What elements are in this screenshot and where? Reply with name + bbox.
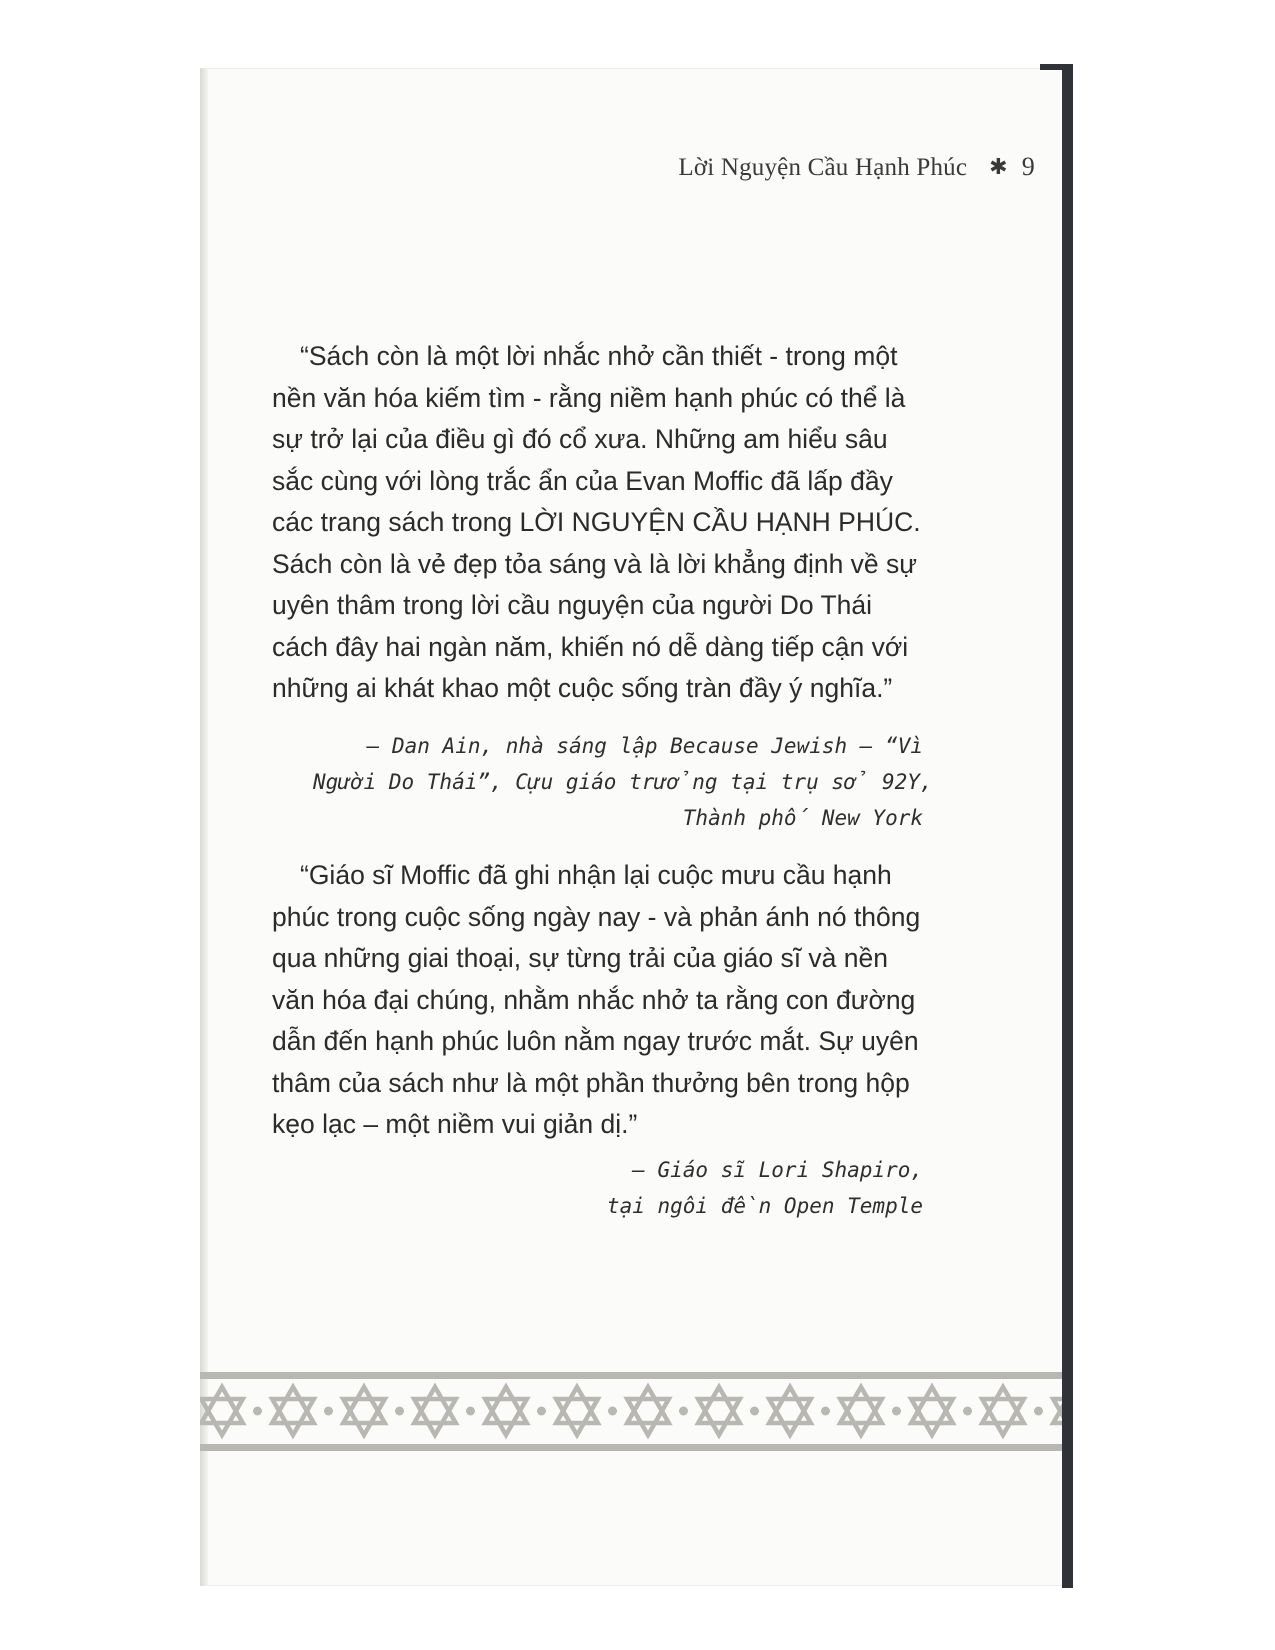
testimonial-quote xyxy=(272,336,922,710)
quote-attribution xyxy=(313,728,933,836)
star-of-david-icon xyxy=(556,1387,598,1435)
quote-attribution xyxy=(423,1152,923,1224)
star-of-david-icon xyxy=(1053,1387,1062,1435)
star-of-david-icon xyxy=(911,1387,953,1435)
dot-icon xyxy=(679,1407,688,1416)
star-of-david-icon xyxy=(272,1387,314,1435)
star-of-david-icon xyxy=(201,1387,243,1435)
page-gutter-shadow xyxy=(200,68,208,1586)
quote-text: “Sách còn là một lời nhắc nhở cần thiết - trong một nền văn hóa kiếm tìm - rằng niềm hạnh phúc có thể là sự trở lại của điều gì đó cổ xưa. Những am hiểu sâu sắc cùng với lòng trắc ẩn của Evan Moffic đã lấp đầy các trang sách trong LỜI NGUYỆN CẦU HẠNH PHÚC. Sách còn là vẻ đẹp tỏa sáng và là lời khẳng định về sự uyên thâm trong lời cầu nguyện của người Do Thái cách đây hai ngàn năm, khiến nó dễ dàng tiếp cận với những ai khát khao một cuộc sống tràn đầy ý nghĩa.” xyxy=(272,341,921,703)
star-of-david-icon xyxy=(840,1387,882,1435)
running-title: Lời Nguyện Cầu Hạnh Phúc xyxy=(678,154,968,181)
page-number: 9 xyxy=(1021,152,1035,181)
dot-icon xyxy=(1034,1407,1043,1416)
dot-icon xyxy=(253,1407,262,1416)
band-top-rule xyxy=(200,1372,1062,1379)
dot-icon xyxy=(466,1407,475,1416)
star-of-david-icon xyxy=(769,1387,811,1435)
star-of-david-icon xyxy=(627,1387,669,1435)
running-header xyxy=(678,152,1035,182)
attribution-line: – Dan Ain, nhà sáng lập Because Jewish – “Vì xyxy=(366,734,923,758)
dot-icon xyxy=(395,1407,404,1416)
star-of-david-icon xyxy=(414,1387,456,1435)
attribution-line: tại ngôi đền Open Temple xyxy=(606,1194,923,1218)
star-of-david-icon xyxy=(343,1387,385,1435)
attribution-line: – Giáo sĩ Lori Shapiro, xyxy=(632,1158,923,1182)
band-bottom-rule xyxy=(200,1444,1062,1451)
attribution-line: Người Do Thái”, Cựu giáo trưởng tại trụ sở 92Y, xyxy=(313,770,933,794)
testimonial-quote xyxy=(272,855,922,1146)
dot-icon xyxy=(750,1407,759,1416)
asterisk-icon: ✱ xyxy=(989,154,1008,179)
decorative-border-band xyxy=(200,1372,1062,1454)
star-of-david-icon xyxy=(698,1387,740,1435)
dot-icon xyxy=(324,1407,333,1416)
dot-icon xyxy=(821,1407,830,1416)
book-cover-edge xyxy=(1062,64,1073,1588)
dot-icon xyxy=(537,1407,546,1416)
dot-icon xyxy=(892,1407,901,1416)
star-of-david-icon xyxy=(982,1387,1024,1435)
attribution-line: Thành phố New York xyxy=(682,806,923,830)
star-of-david-icon xyxy=(485,1387,527,1435)
dot-icon xyxy=(963,1407,972,1416)
quote-text: “Giáo sĩ Moffic đã ghi nhận lại cuộc mưu cầu hạnh phúc trong cuộc sống ngày nay - và phản ánh nó thông qua những giai thoại, sự từng trải của giáo sĩ và nền văn hóa đại chúng, nhằm nhắc nhở ta rằng con đường dẫn đến hạnh phúc luôn nằm ngay trước mắt. Sự uyên thâm của sách như là một phần thưởng bên trong hộp kẹo lạc – một niềm vui giản dị.” xyxy=(272,860,921,1139)
dot-icon xyxy=(608,1407,617,1416)
book-cover-corner xyxy=(1040,64,1070,70)
